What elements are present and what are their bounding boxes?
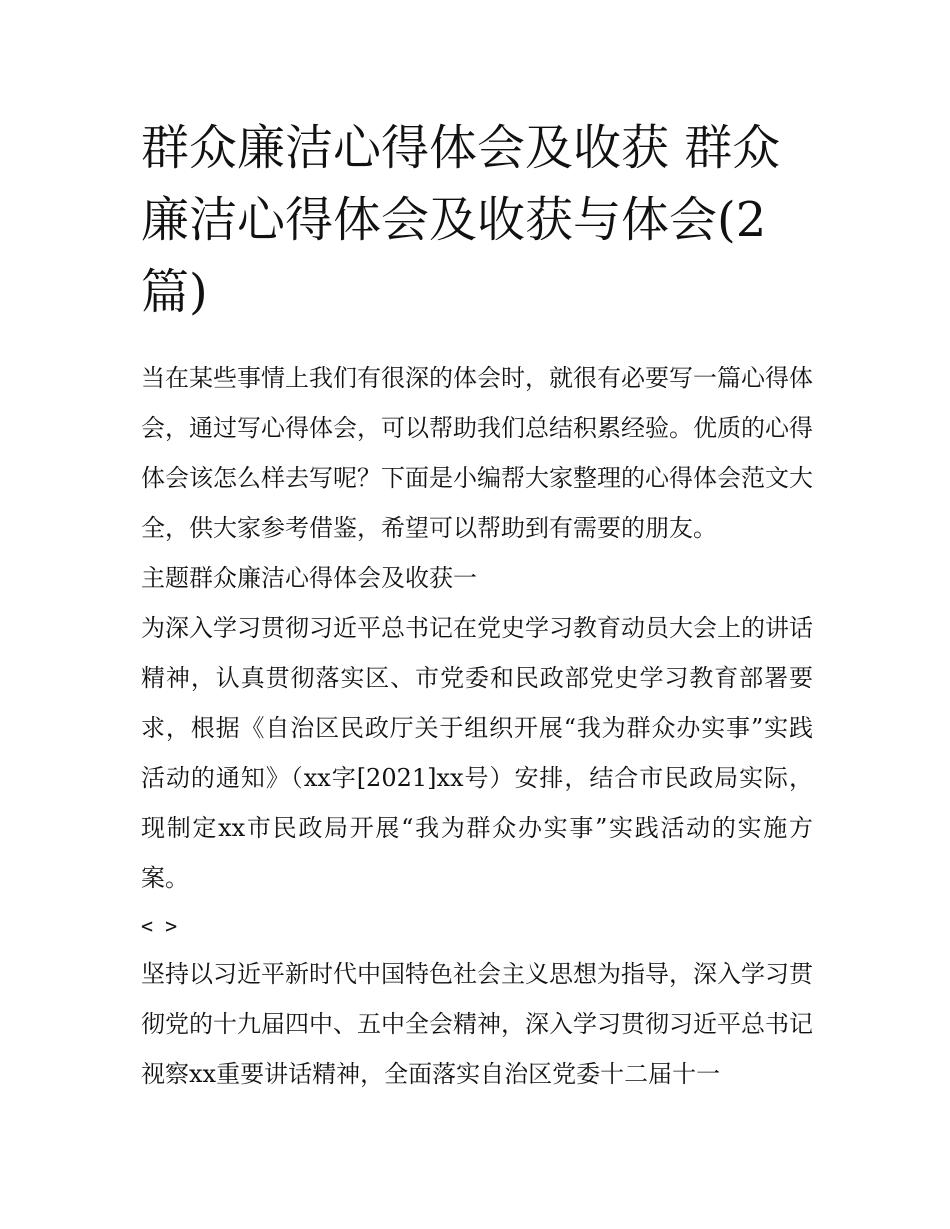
document-body — [141, 353, 813, 1099]
section-heading: 主题群众廉洁心得体会及收获一 — [141, 564, 477, 592]
document-title: 群众廉洁心得体会及收获 群众廉洁心得体会及收获与体会(2篇) — [141, 120, 781, 320]
plan-paragraph: 为深入学习贯彻习近平总书记在党史学习教育动员大会上的讲话精神，认真贯彻落实区、市党委和民政部党史学习教育部署要求，根据《自治区民政厅关于组织开展“我为群众办实事”实践活动的通知》（xx字[2021]xx号）安排，结合市民政局实际，现制定xx市民政局开展“我为群众办实事”实践活动的实施方案。 — [141, 614, 813, 892]
placeholder-mark: < > — [141, 914, 178, 938]
guiding-paragraph: 坚持以习近平新时代中国特色社会主义思想为指导，深入学习贯彻党的十九届四中、五中全会精神，深入学习贯彻习近平总书记视察xx重要讲话精神，全面落实自治区党委十二届十一 — [141, 960, 813, 1088]
intro-paragraph: 当在某些事情上我们有很深的体会时，就很有必要写一篇心得体会，通过写心得体会，可以帮助我们总结积累经验。优质的心得体会该怎么样去写呢？下面是小编帮大家整理的心得体会范文大全，供大家参考借鉴，希望可以帮助到有需要的朋友。 — [141, 364, 813, 542]
